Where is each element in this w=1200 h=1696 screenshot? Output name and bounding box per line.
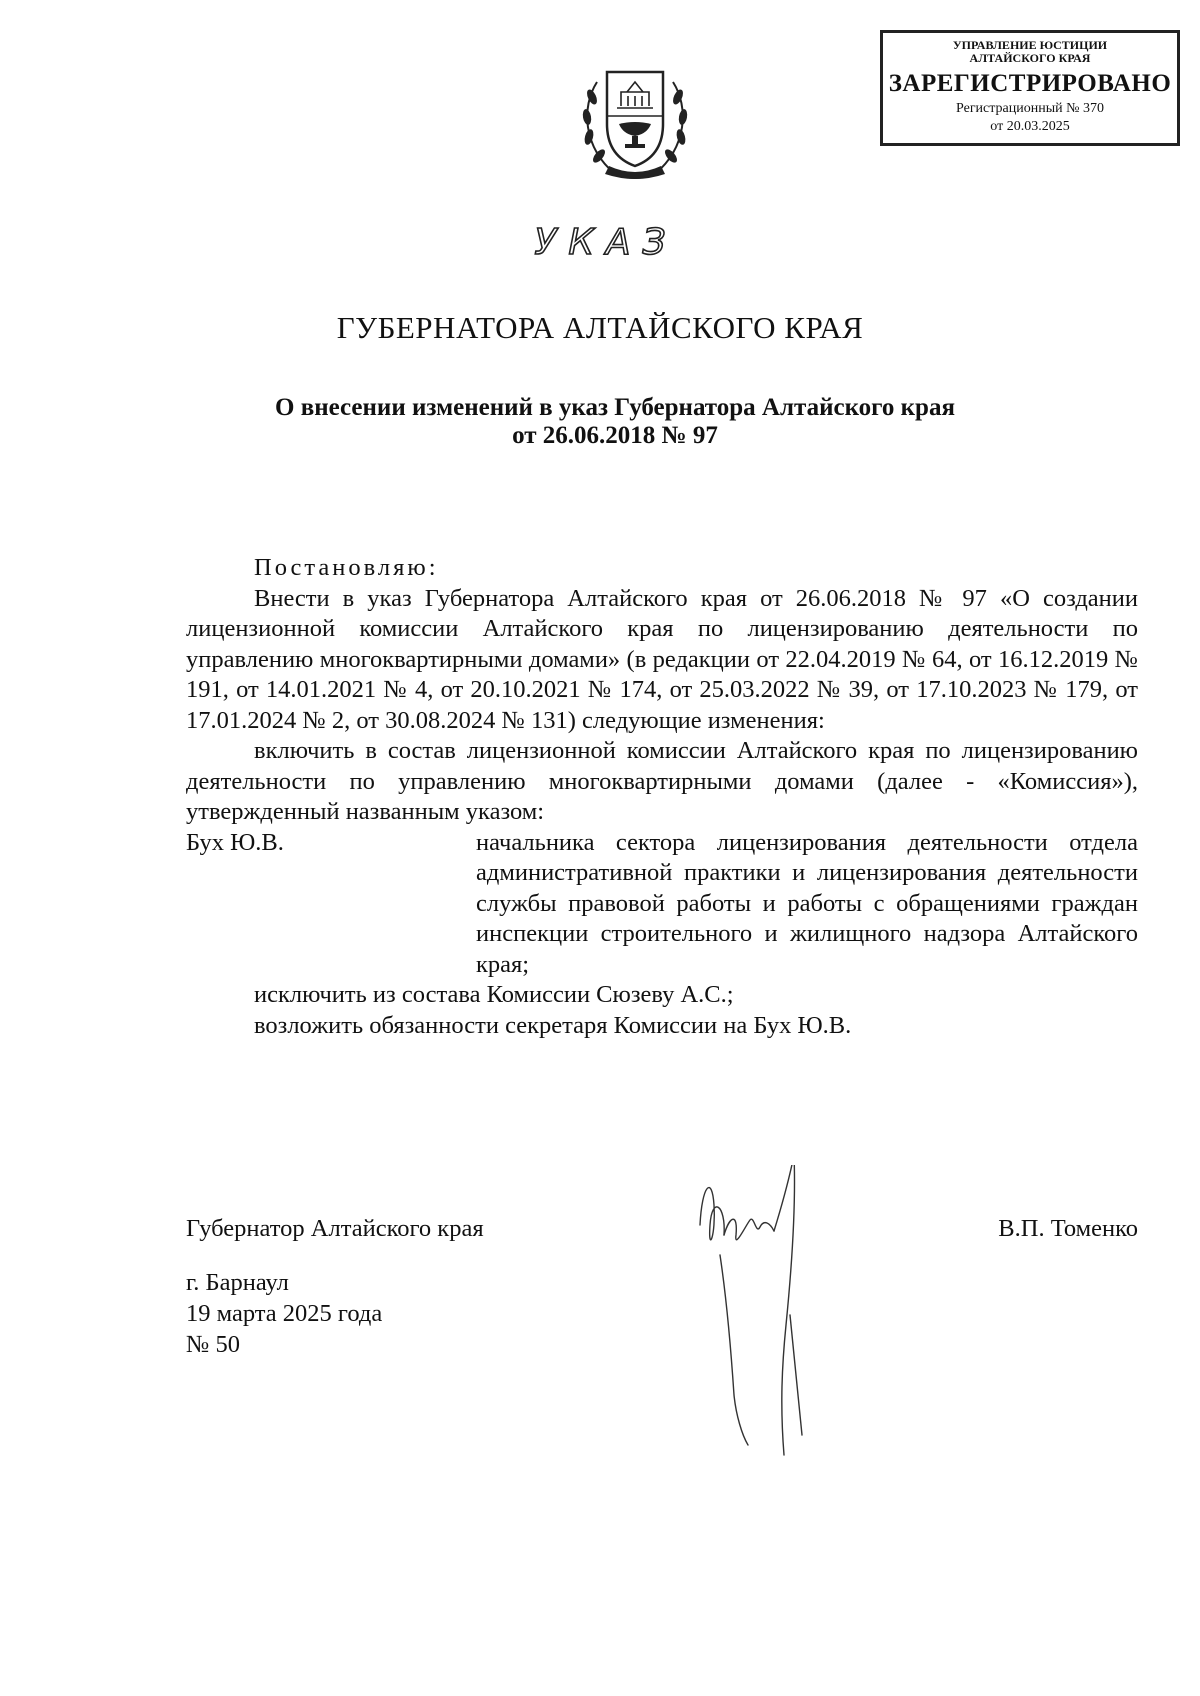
signatory-position: Губернатор Алтайского края <box>186 1215 484 1242</box>
issue-date: 19 марта 2025 года <box>186 1300 383 1327</box>
document-body <box>186 553 1138 1041</box>
stamp-org-line2: АЛТАЙСКОГО КРАЯ <box>969 51 1091 65</box>
signatory-name: В.П. Томенко <box>998 1215 1138 1242</box>
body-paragraph-4: возложить обязанности секретаря Комиссии на Бух Ю.В. <box>254 1011 852 1039</box>
body-paragraph-1: Внести в указ Губернатора Алтайского края от 26.06.2018 № 97 «О создании лицензионной комиссии Алтайского края по лицензированию деятельности по управлению многоквартирными домами» (в редакции от 22.04.2019 № 64, от 16.12.2019 № 191, от 14.01.2021 № 4, от 20.10.2021 № 174, от 25.03.2022 № 39, от 17.10.2023 № 179, от 17.01.2024 № 2, от 30.08.2024 № 131) следующие изменения: <box>186 584 1138 734</box>
stamp-reg-date: от 20.03.2025 <box>990 119 1070 134</box>
subject-line-2: от 26.06.2018 № 97 <box>512 422 718 449</box>
member-role: начальника сектора лицензирования деятельности отдела административной практики и лицензирования деятельности службы правовой работы и работы с обращениями граждан инспекции строительного и жилищного надзора Алтайского края; <box>476 828 1138 978</box>
subject-line-1: О внесении изменений в указ Губернатора Алтайского края <box>275 394 955 421</box>
issue-city: г. Барнаул <box>186 1269 289 1296</box>
document-type-heading: УКАЗ <box>534 222 678 263</box>
signature-row <box>186 1215 1138 1243</box>
coat-of-arms-icon <box>575 62 695 184</box>
authority-heading: ГУБЕРНАТОРА АЛТАЙСКОГО КРАЯ <box>336 310 864 345</box>
handwritten-signature-icon <box>690 1165 840 1465</box>
stamp-registered-word: ЗАРЕГИСТРИРОВАНО <box>888 70 1172 97</box>
stamp-reg-number: Регистрационный № 370 <box>956 101 1104 116</box>
resolve-word: Постановляю: <box>254 554 439 581</box>
stamp-org-line1: УПРАВЛЕНИЕ ЮСТИЦИИ <box>952 38 1108 52</box>
document-subject <box>160 394 1070 450</box>
body-paragraph-3: исключить из состава Комиссии Сюзеву А.С.; <box>254 981 734 1008</box>
registration-stamp <box>880 30 1180 146</box>
issue-details <box>186 1267 382 1360</box>
body-paragraph-2: включить в состав лицензионной комиссии Алтайского края по лицензированию деятельности по управлению многоквартирными домами (далее - «Комиссия»), утвержденный названным указом: <box>186 737 1138 825</box>
member-name: Бух Ю.В. <box>186 828 284 856</box>
decree-number: № 50 <box>186 1331 241 1358</box>
commission-member-entry <box>186 828 1138 981</box>
